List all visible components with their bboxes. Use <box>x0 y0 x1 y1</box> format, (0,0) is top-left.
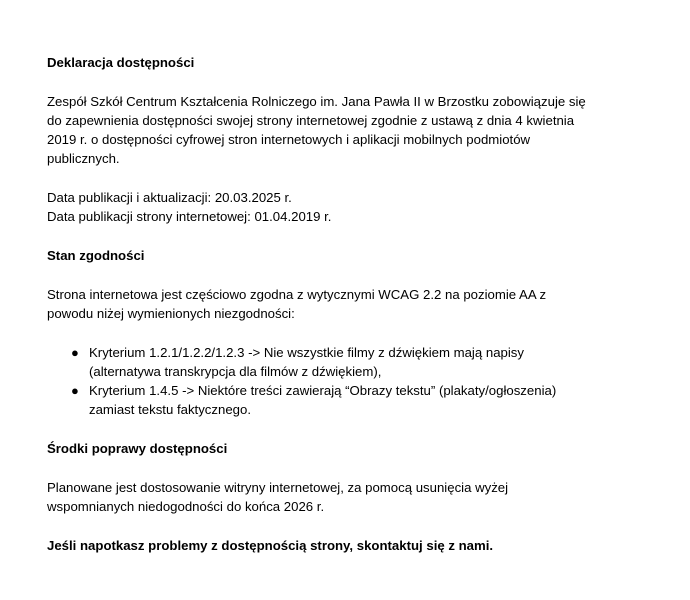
intro-line: Zespół Szkół Centrum Kształcenia Rolniczego im. Jana Pawła II w Brzostku zobowiązuje się <box>47 94 586 109</box>
improvements-line: wspomnianych niedogodności do końca 2026 r. <box>47 499 325 514</box>
compliance-text <box>47 285 657 323</box>
compliance-line: Strona internetowa jest częściowo zgodna z wytycznymi WCAG 2.2 na poziomie AA z <box>47 287 547 302</box>
compliance-line: powodu niżej wymienionych niezgodności: <box>47 306 295 321</box>
improvements-line: Planowane jest dostosowanie witryny internetowej, za pomocą usunięcia wyżej <box>47 480 509 495</box>
contact-note: Jeśli napotkasz problemy z dostępnością strony, skontaktuj się z nami. <box>47 538 494 553</box>
bullet-icon: ● <box>71 345 79 360</box>
declaration-intro <box>47 92 657 168</box>
criteria-list <box>47 343 657 419</box>
intro-line: do zapewnienia dostępności swojej strony internetowej zgodnie z ustawą z dnia 4 kwietnia <box>47 113 575 128</box>
publication-site-date: Data publikacji strony internetowej: 01.04.2019 r. <box>47 209 332 224</box>
intro-line: publicznych. <box>47 151 120 166</box>
list-item <box>71 381 657 419</box>
criterion-line: Kryterium 1.4.5 -> Niektóre treści zawierają “Obrazy tekstu” (plakaty/ogłoszenia) <box>89 383 557 398</box>
publication-update-date: Data publikacji i aktualizacji: 20.03.2025 r. <box>47 190 292 205</box>
list-item <box>71 343 657 381</box>
criterion-line: Kryterium 1.2.1/1.2.2/1.2.3 -> Nie wszystkie filmy z dźwiękiem mają napisy <box>89 345 524 360</box>
improvements-text <box>47 478 657 516</box>
bullet-icon: ● <box>71 383 79 398</box>
criterion-line: (alternatywa transkrypcja dla filmów z dźwiękiem), <box>89 364 382 379</box>
improvements-heading: Środki poprawy dostępności <box>47 441 228 456</box>
compliance-heading: Stan zgodności <box>47 248 145 263</box>
criterion-line: zamiast tekstu faktycznego. <box>89 402 251 417</box>
intro-line: 2019 r. o dostępności cyfrowej stron internetowych i aplikacji mobilnych podmiotów <box>47 132 531 147</box>
document-page <box>47 53 657 555</box>
publication-dates <box>47 188 657 226</box>
declaration-heading: Deklaracja dostępności <box>47 55 195 70</box>
